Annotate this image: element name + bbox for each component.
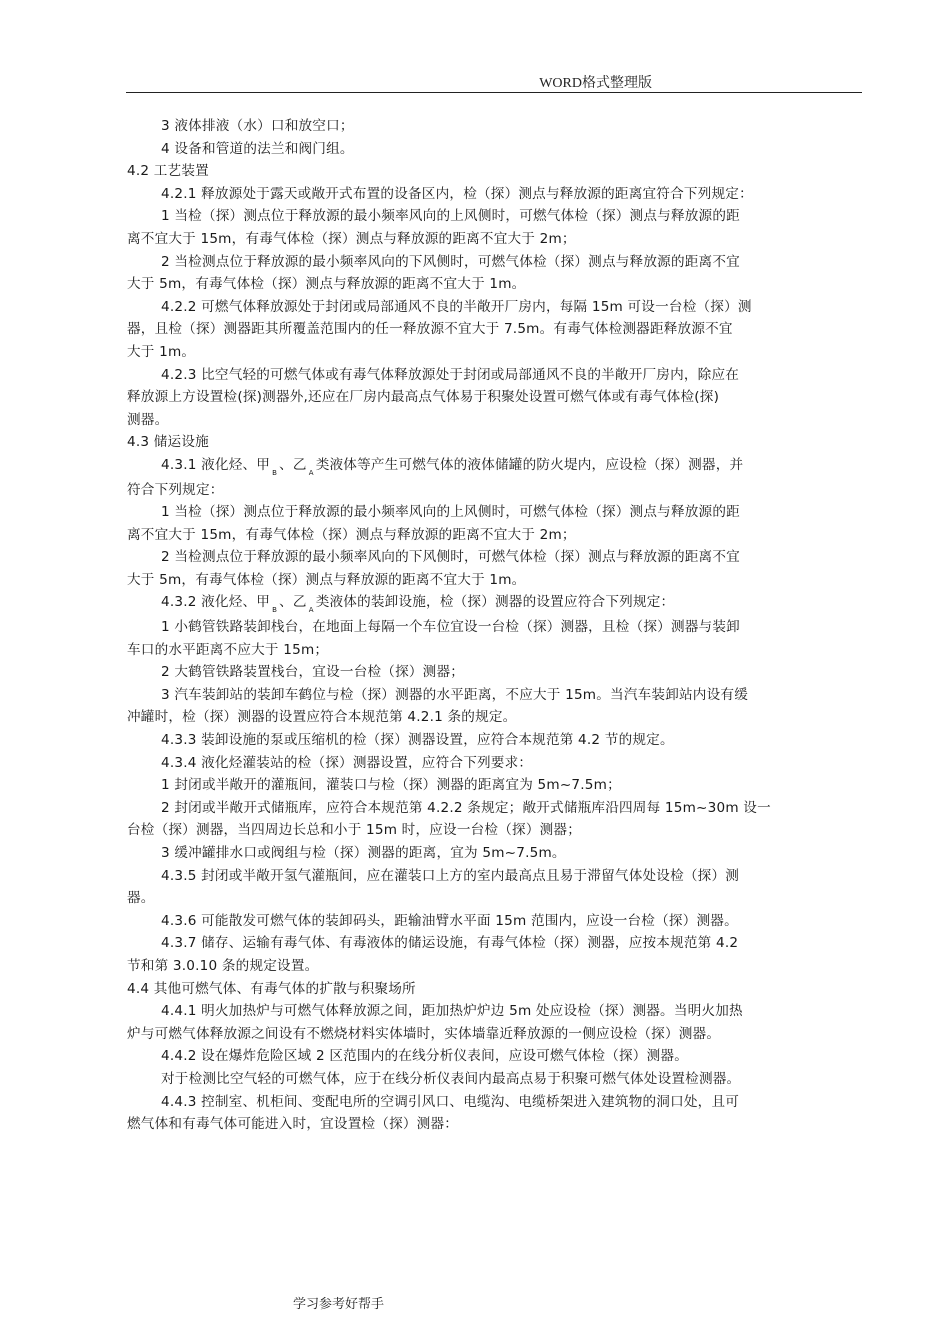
clause-text: 类液体等产生可燃气体的液体储罐的防火堤内，应设检（探）测器，并: [315, 456, 744, 473]
text-line: 测器。: [127, 411, 169, 428]
text-line: 3 汽车装卸站的装卸车鹤位与检（探）测器的水平距离，不应大于 15m。当汽车装卸站内设有缓: [161, 686, 748, 703]
text-line: 冲罐时，检（探）测器的设置应符合本规范第 4.2.1 条的规定。: [127, 709, 517, 726]
clause-line: 4.3.4 液化烃灌装站的检（探）测器设置，应符合下列要求：: [161, 754, 533, 771]
text-line: 1 封闭或半敞开的灌瓶间，灌装口与检（探）测器的距离宜为 5m~7.5m；: [161, 777, 621, 794]
clause-line: 4.3.7 储存、运输有毒气体、有毒液体的储运设施，有毒气体检（探）测器，应按本规范第 4.2: [161, 935, 739, 952]
text-line: 节和第 3.0.10 条的规定设置。: [127, 957, 319, 974]
clause-line: 4.4.1 明火加热炉与可燃气体释放源之间，距加热炉炉边 5m 处应设检（探）测器。当明火加热: [161, 1003, 743, 1020]
text-line: 4 设备和管道的法兰和阀门组。: [161, 140, 354, 157]
text-line: 大于 1m。: [127, 343, 196, 360]
text-line: 车口的水平距离不应大于 15m；: [127, 641, 329, 658]
section-heading: 4.3 储运设施: [127, 434, 209, 451]
text-line: 器。: [127, 890, 155, 907]
text-line: 燃气体和有毒气体可能进入时，宜设置检（探）测器：: [127, 1116, 459, 1133]
text-line: 释放源上方设置检(探)测器外,还应在厂房内最高点气体易于积聚处设置可燃气体或有毒气体检(探): [127, 389, 720, 406]
clause-text: 、乙: [279, 456, 307, 473]
clause-line: 4.2.3 比空气轻的可燃气体或有毒气体释放源处于封闭或局部通风不良的半敞开厂房内，除应在: [161, 366, 740, 383]
text-line: 炉与可燃气体释放源之间设有不燃烧材料实体墙时，实体墙靠近释放源的一侧应设检（探）测器。: [127, 1025, 721, 1042]
subscript: A: [308, 606, 314, 615]
text-line: 2 当检测点位于释放源的最小频率风向的下风侧时，可燃气体检（探）测点与释放源的距离不宜: [161, 549, 740, 566]
text-line: 1 当检（探）测点位于释放源的最小频率风向的上风侧时，可燃气体检（探）测点与释放源的距: [161, 504, 740, 521]
text-line: 3 液体排液（水）口和放空口；: [161, 118, 354, 134]
clause-line: 4.3.6 可能散发可燃气体的装卸码头，距输油臂水平面 15m 范围内，应设一台检（探）测器。: [161, 912, 738, 929]
text-line: 对于检测比空气轻的可燃气体，应于在线分析仪表间内最高点易于积聚可燃气体处设置检测器。: [161, 1070, 741, 1087]
text-line: 器，且检（探）测器距其所覆盖范围内的任一释放源不宜大于 7.5m。有毒气体检测器距释放源不宜: [127, 321, 733, 338]
subscript: B: [272, 606, 278, 615]
clause-line: 4.3.5 封闭或半敞开氢气灌瓶间，应在灌装口上方的室内最高点且易于滞留气体处设检（探）测: [161, 867, 740, 884]
header-rule: [126, 92, 862, 93]
subscript: A: [308, 468, 314, 477]
clause-line: 4.4.3 控制室、机柜间、变配电所的空调引风口、电缆沟、电缆桥架进入建筑物的洞口处，且可: [161, 1093, 740, 1110]
clause-line: 4.2.2 可燃气体释放源处于封闭或局部通风不良的半敞开厂房内，每隔 15m 可设一台检（探）测: [161, 298, 752, 315]
clause-text: 类液体的装卸设施，检（探）测器的设置应符合下列规定：: [315, 594, 675, 611]
text-line: 2 当检测点位于释放源的最小频率风向的下风侧时，可燃气体检（探）测点与释放源的距离不宜: [161, 253, 740, 270]
text-line: 大于 5m，有毒气体检（探）测点与释放源的距离不宜大于 1m。: [127, 571, 526, 588]
clause-line: [127, 454, 861, 479]
text-line: 大于 5m，有毒气体检（探）测点与释放源的距离不宜大于 1m。: [127, 276, 526, 293]
clause-line: 4.3.3 装卸设施的泵或压缩机的检（探）测器设置，应符合本规范第 4.2 节的规定。: [161, 732, 674, 749]
clause-line: 4.2.1 释放源处于露天或敞开式布置的设备区内，检（探）测点与释放源的距离宜符合下列规定：: [161, 185, 753, 202]
clause-text: 4.3.1 液化烃、甲: [161, 456, 271, 473]
section-heading: 4.4 其他可燃气体、有毒气体的扩散与积聚场所: [127, 980, 416, 997]
page-footer: 学习参考好帮手: [293, 1296, 385, 1311]
text-line: 2 封闭或半敞开式储瓶库，应符合本规范第 4.2.2 条规定；敞开式储瓶库沿四周每 15m~30m 设一: [161, 799, 771, 816]
section-heading: 4.2 工艺装置: [127, 163, 209, 180]
page-header: [126, 72, 862, 92]
text-line: 2 大鹤管铁路装置栈台，宜设一台检（探）测器；: [161, 664, 465, 681]
text-line: 1 小鹤管铁路装卸栈台，在地面上每隔一个车位宜设一台检（探）测器，且检（探）测器与装卸: [161, 619, 740, 636]
text-line: 台检（探）测器，当四周边长总和小于 15m 时，应设一台检（探）测器；: [127, 822, 581, 839]
text-line: 1 当检（探）测点位于释放源的最小频率风向的上风侧时，可燃气体检（探）测点与释放源的距: [161, 208, 740, 225]
clause-text: 、乙: [279, 594, 307, 611]
clause-text: 4.3.2 液化烃、甲: [161, 594, 271, 611]
clause-line: 4.4.2 设在爆炸危险区域 2 区范围内的在线分析仪表间，应设可燃气体检（探）测器。: [161, 1048, 688, 1065]
subscript: B: [272, 468, 278, 477]
text-line: 3 缓冲罐排水口或阀组与检（探）测器的距离，宜为 5m~7.5m。: [161, 845, 566, 861]
header-text: WORD格式整理版: [539, 76, 652, 91]
document-body: [127, 115, 861, 1136]
text-line: 离不宜大于 15m，有毒气体检（探）测点与释放源的距离不宜大于 2m；: [127, 230, 576, 247]
clause-line: [127, 591, 861, 616]
text-line: 符合下列规定：: [127, 481, 224, 498]
text-line: 离不宜大于 15m，有毒气体检（探）测点与释放源的距离不宜大于 2m；: [127, 526, 576, 543]
